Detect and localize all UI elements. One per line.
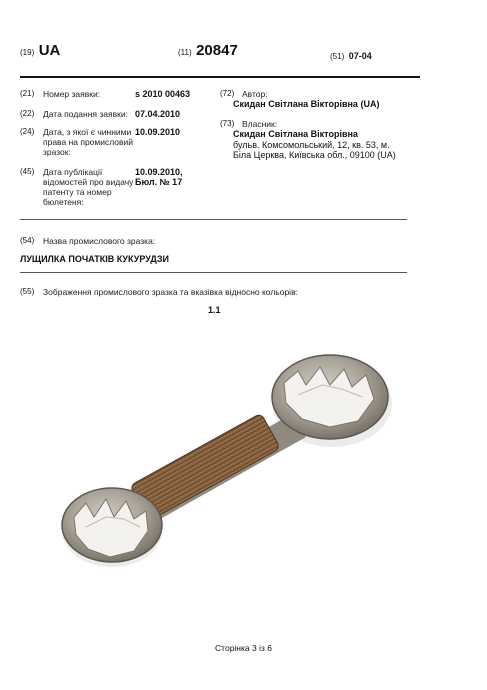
header-country	[20, 42, 60, 60]
code-72: (72)	[220, 89, 235, 98]
label-24: Дата, з якої є чинними права на промисловий зразок:	[43, 127, 134, 157]
label-72: Автор:	[242, 89, 268, 99]
page-number: Сторінка 3 із 6	[215, 643, 272, 653]
patent-number: 20847	[196, 42, 238, 59]
label-22: Дата подання заявки:	[43, 109, 128, 119]
figure-label: 1.1	[208, 305, 221, 315]
label-45: Дата публікації відомостей про видачу патенту та номер бюлетеня:	[43, 167, 134, 207]
code-24: (24)	[20, 127, 35, 136]
value-24: 10.09.2010	[135, 127, 181, 137]
section-rule-2	[20, 272, 407, 273]
value-22: 07.04.2010	[135, 109, 181, 119]
classification: 07-04	[348, 51, 372, 61]
code-54: (54)	[20, 236, 35, 245]
code-11: (11)	[178, 48, 192, 57]
label-54: Назва промислового зразка:	[43, 236, 156, 246]
header-rule	[20, 76, 420, 78]
label-21: Номер заявки:	[43, 89, 101, 99]
code-73: (73)	[220, 119, 235, 128]
section-rule-1	[20, 219, 407, 220]
country-code: UA	[38, 42, 61, 59]
code-19: (19)	[20, 48, 35, 57]
address-73: бульв. Комсомольський, 12, кв. 53, м. Біла Церква, Київська обл., 09100 (UA)	[233, 140, 396, 160]
header-class	[330, 46, 372, 64]
code-21: (21)	[20, 89, 35, 98]
label-55: Зображення промислового зразка та вказівка відносно кольорів:	[43, 287, 298, 297]
value-73: Скидан Світлана Вікторівна	[233, 129, 358, 139]
code-45: (45)	[20, 167, 35, 176]
code-22: (22)	[20, 109, 35, 118]
code-55: (55)	[20, 287, 35, 296]
product-image	[60, 345, 400, 570]
header-number	[178, 42, 238, 60]
label-73: Власник:	[242, 119, 278, 129]
value-21: s 2010 00463	[135, 89, 191, 99]
value-45: 10.09.2010, Бюл. № 17	[135, 167, 183, 187]
value-72: Скидан Світлана Вікторівна (UA)	[233, 99, 380, 109]
design-title: ЛУЩИЛКА ПОЧАТКІВ КУКУРУДЗИ	[20, 254, 169, 264]
code-51: (51)	[330, 52, 345, 61]
